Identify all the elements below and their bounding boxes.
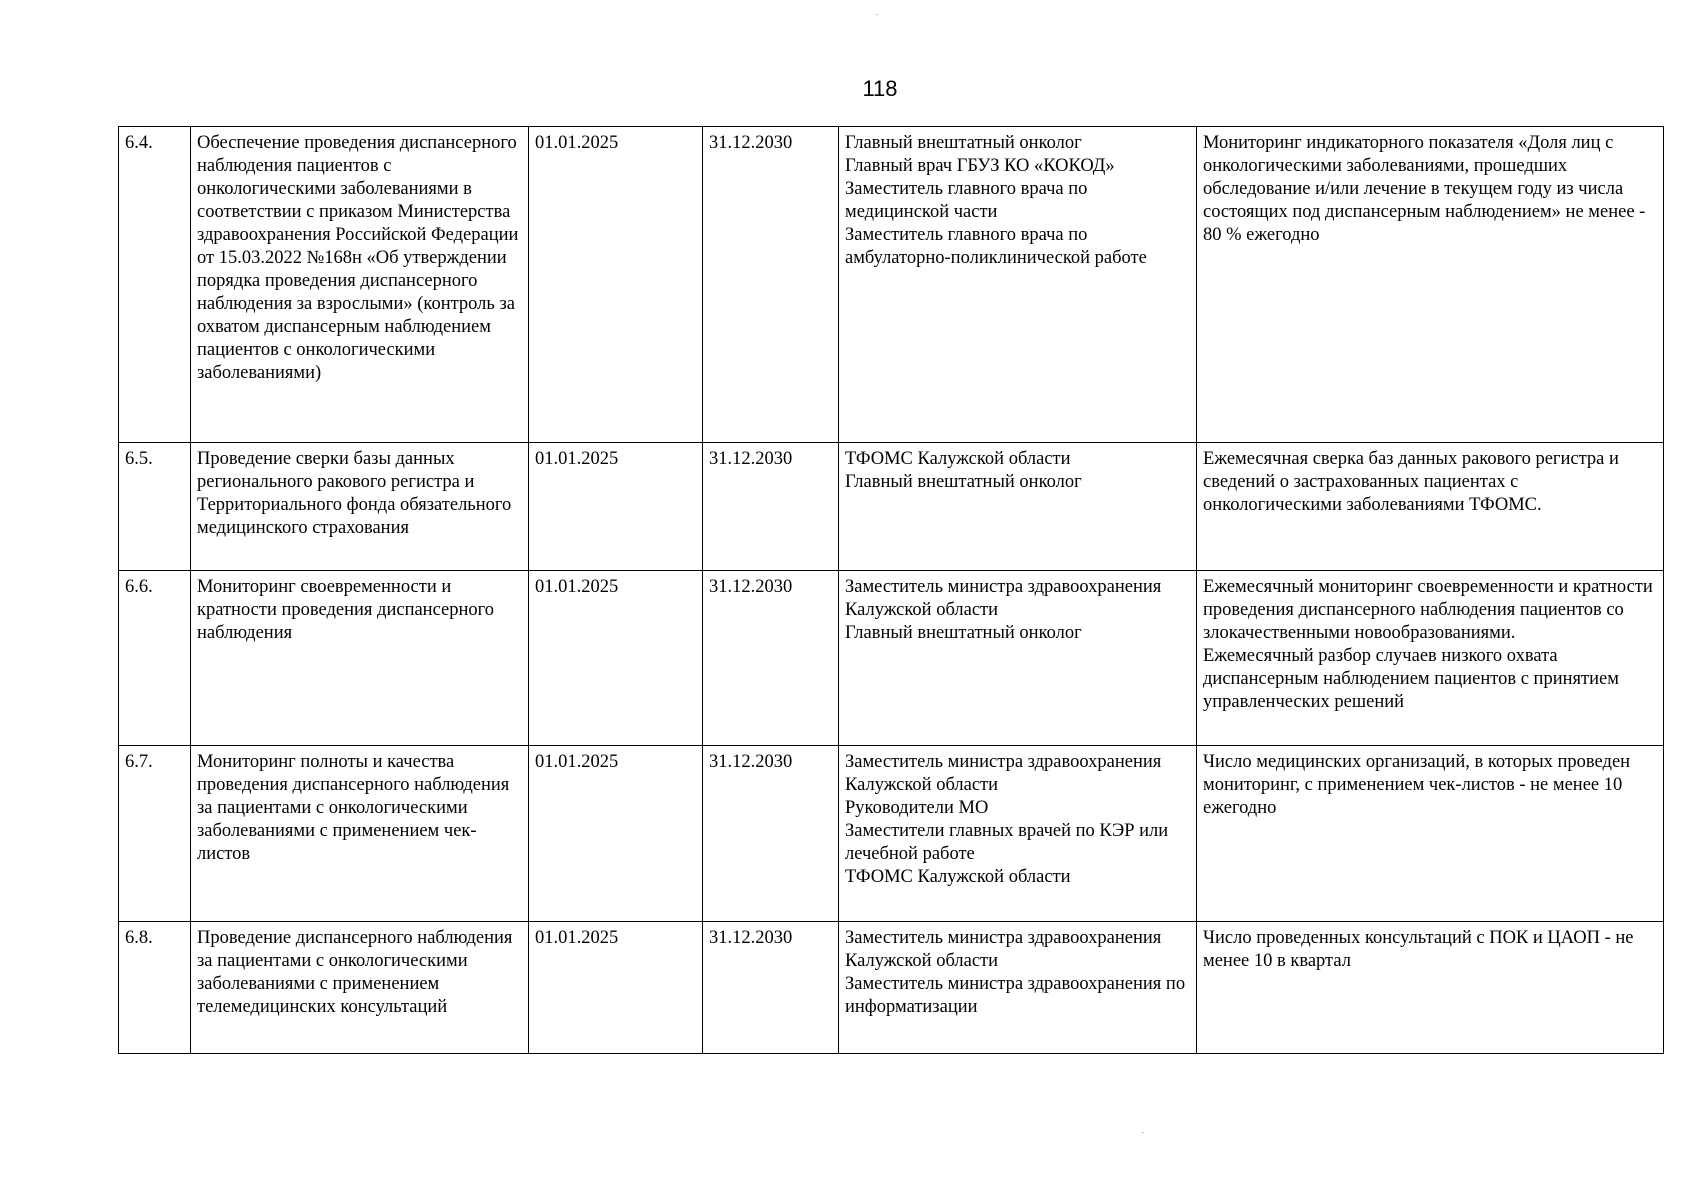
responsible-line: Главный внештатный онколог <box>845 472 1082 492</box>
responsible-line: Заместитель министра здравоохранения Калужской области <box>845 752 1162 795</box>
table-row <box>119 746 1664 922</box>
row-number: 6.4. <box>119 127 191 443</box>
scan-speck <box>1142 1132 1144 1133</box>
responsible-cell <box>839 127 1197 443</box>
result-cell <box>1197 746 1664 922</box>
responsible-line: Заместитель министра здравоохранения Калужской области <box>845 577 1162 620</box>
activity-cell: Проведение диспансерного наблюдения за пациентами с онкологическими заболеваниями с применением телемедицинских консультаций <box>191 922 529 1054</box>
end-date-cell: 31.12.2030 <box>703 127 839 443</box>
result-line: Число медицинских организаций, в которых проведен мониторинг, с применением чек-листов - не менее 10 ежегодно <box>1203 752 1631 818</box>
end-date-cell: 31.12.2030 <box>703 443 839 571</box>
result-cell <box>1197 443 1664 571</box>
start-date-cell: 01.01.2025 <box>529 127 703 443</box>
table-row <box>119 443 1664 571</box>
responsible-line: Главный внештатный онколог <box>845 133 1082 153</box>
responsible-cell <box>839 443 1197 571</box>
responsible-cell <box>839 922 1197 1054</box>
end-date-cell: 31.12.2030 <box>703 922 839 1054</box>
result-cell <box>1197 922 1664 1054</box>
result-line: Ежемесячный разбор случаев низкого охвата диспансерным наблюдением пациентов с принятием управленческих решений <box>1203 646 1619 712</box>
result-line: Ежемесячная сверка баз данных ракового регистра и сведений о застрахованных пациентах с онкологическими заболеваниями ТФОМС. <box>1203 449 1619 515</box>
row-number: 6.5. <box>119 443 191 571</box>
start-date-cell: 01.01.2025 <box>529 746 703 922</box>
responsible-line: Заместитель министра здравоохранения Калужской области <box>845 928 1162 971</box>
responsible-cell <box>839 571 1197 746</box>
start-date-cell: 01.01.2025 <box>529 922 703 1054</box>
row-number: 6.8. <box>119 922 191 1054</box>
table-row <box>119 922 1664 1054</box>
activity-cell: Обеспечение проведения диспансерного наблюдения пациентов с онкологическими заболеваниями в соответствии с приказом Министерства здравоохранения Российской Федерации от 15.03.2022 №168н «Об утверждении порядка проведения диспансерного наблюдения за взрослыми» (контроль за охватом диспансерным наблюдением пациентов с онкологическими заболеваниями) <box>191 127 529 443</box>
result-line: Ежемесячный мониторинг своевременности и кратности проведения диспансерного наблюдения пациентов со злокачественными новообразованиями. <box>1203 577 1653 643</box>
activities-table <box>118 126 1664 1054</box>
result-line: Мониторинг индикаторного показателя «Доля лиц с онкологическими заболеваниями, прошедших обследование и/или лечение в текущем году из числа состоящих под диспансерным наблюдением» не менее - 80 % ежегодно <box>1203 133 1646 245</box>
page-number: 118 <box>862 76 898 101</box>
activity-cell: Проведение сверки базы данных регионального ракового регистра и Территориального фонда обязательного медицинского страхования <box>191 443 529 571</box>
responsible-line: Главный внештатный онколог <box>845 623 1082 643</box>
responsible-line: Руководители МО <box>845 798 989 818</box>
table-row <box>119 571 1664 746</box>
activity-cell: Мониторинг своевременности и кратности проведения диспансерного наблюдения <box>191 571 529 746</box>
responsible-line: Заместители главных врачей по КЭР или лечебной работе <box>845 821 1169 864</box>
responsible-line: Заместитель главного врача по амбулаторно-поликлинической работе <box>845 225 1147 268</box>
end-date-cell: 31.12.2030 <box>703 571 839 746</box>
responsible-cell <box>839 746 1197 922</box>
end-date-cell: 31.12.2030 <box>703 746 839 922</box>
responsible-line: Главный врач ГБУЗ КО «КОКОД» <box>845 156 1115 176</box>
responsible-line: ТФОМС Калужской области <box>845 867 1071 887</box>
start-date-cell: 01.01.2025 <box>529 443 703 571</box>
responsible-line: Заместитель главного врача по медицинской части <box>845 179 1088 222</box>
row-number: 6.6. <box>119 571 191 746</box>
result-line: Число проведенных консультаций с ПОК и ЦАОП - не менее 10 в квартал <box>1203 928 1634 971</box>
responsible-line: ТФОМС Калужской области <box>845 449 1071 469</box>
responsible-line: Заместитель министра здравоохранения по информатизации <box>845 974 1186 1017</box>
activity-cell: Мониторинг полноты и качества проведения диспансерного наблюдения за пациентами с онкологическими заболеваниями с применением чек-листов <box>191 746 529 922</box>
result-cell <box>1197 127 1664 443</box>
scan-speck <box>876 14 878 15</box>
row-number: 6.7. <box>119 746 191 922</box>
result-cell <box>1197 571 1664 746</box>
start-date-cell: 01.01.2025 <box>529 571 703 746</box>
table-row <box>119 127 1664 443</box>
